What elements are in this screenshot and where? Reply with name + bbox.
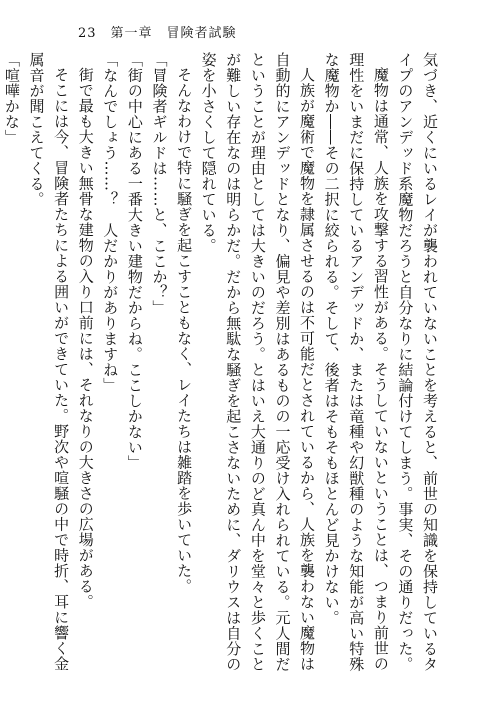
dialogue-line: 「なんでしょう……？ 人だかりがありますね」	[101, 52, 120, 393]
text-line: 姿を小さくして隠れている。	[199, 52, 218, 254]
text-line: そこには今、冒険者たちによる囲いができていた。野次や喧騒の中で時折、耳に響く金	[52, 67, 71, 672]
text-line: 自動的にアンデッドとなり、偏見や差別はあるものの一応受け入れられている。元人間だ	[273, 52, 292, 672]
dialogue-line: 「街の中心にある一番大きい建物だからね。ここしかない」	[125, 52, 144, 471]
dialogue-line: 「冒険者ギルドは……と、ここか？」	[150, 52, 169, 316]
text-line: 理性をいまだに保持しているアンデッドか、または竜種や幻獣種のような知能が高い特殊	[347, 52, 366, 672]
text-line: 気づき、近くにいるレイが襲われていないことを考えると、前世の知識を保持しているタ	[421, 52, 439, 672]
text-line: が難しい存在なのは明らかだ。だから無駄な騒ぎを起こさないために、ダリウスは自分の	[224, 52, 243, 672]
dialogue-line: 「喧嘩かな」	[2, 52, 21, 145]
text-line: 属音が聞こえてくる。	[27, 52, 46, 207]
text-line: イプのアンデッド系魔物だろうと自分なりに結論付けてしまう。事実、その通りだった。	[396, 52, 415, 672]
text-line: 人族が魔術で魔物を隷属させるのは不可能だとされているから、人族を襲わない魔物は	[298, 67, 317, 672]
vertical-text-body	[2, 52, 442, 672]
text-line: 街で最も大きい無骨な建物の入り口前には、それなりの大きさの広場がある。	[76, 67, 95, 610]
text-line: ということが理由としては大きいのだろう。とはいえ大通りのど真ん中を堂々と歩くこと	[248, 52, 267, 672]
text-line: そんなわけで特に騒ぎを起こすこともなく、レイたちは雑踏を歩いていた。	[175, 67, 194, 594]
page-number: 23	[78, 26, 97, 41]
chapter-title: 第一章 冒険者試験	[110, 26, 237, 41]
text-line: な魔物か――その二択に絞られる。そして、後者はそもそもほとんど見かけない。	[322, 52, 341, 626]
text-line: 魔物は通常、人族を攻撃する習性がある。そうしていないということは、つまり前世の	[371, 67, 390, 672]
running-header	[78, 22, 237, 41]
